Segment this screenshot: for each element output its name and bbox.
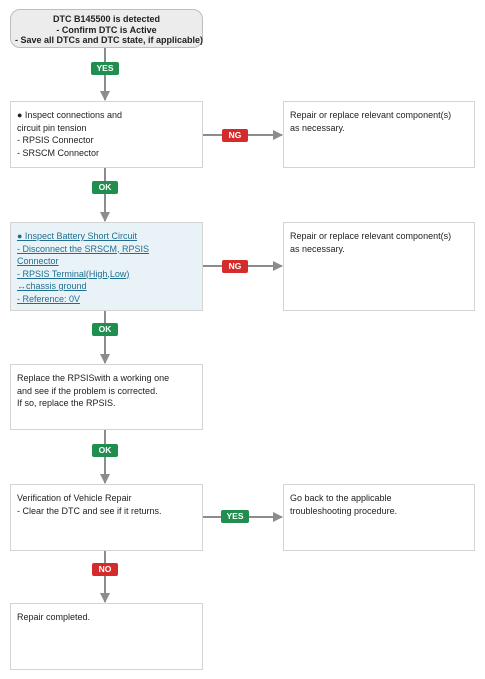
step2-link-1[interactable]: ● Inspect Battery Short Circuit — [17, 231, 137, 241]
step2-link-6[interactable]: - Reference: 0V — [17, 293, 81, 304]
step3-line-1: Replace the RPSISwith a working one — [17, 373, 170, 383]
step4-yes-box — [283, 484, 475, 551]
step4-box — [10, 484, 203, 551]
step4-line-1: Verification of Vehicle Repair — [17, 493, 132, 503]
step4-yes-line-1: Go back to the applicable — [290, 493, 392, 503]
ok-badge-3: OK — [92, 444, 118, 457]
step2-link-2[interactable]: - Disconnect the SRSCM, RPSIS — [17, 243, 150, 254]
start-line-confirm: - Confirm DTC is Active — [56, 24, 157, 35]
step1-ng-box — [283, 101, 475, 168]
yes-badge-1: YES — [91, 62, 119, 75]
ng-badge-2: NG — [222, 260, 248, 273]
step1-line-4: - SRSCM Connector — [17, 147, 100, 158]
ok-badge-2: OK — [92, 323, 118, 336]
end-box — [10, 603, 203, 670]
start-box — [10, 9, 203, 48]
end-line-1: Repair completed. — [17, 612, 91, 622]
step3-line-3: If so, replace the RPSIS. — [17, 398, 116, 408]
step2-link-4[interactable]: - RPSIS Terminal(High,Low) — [17, 268, 130, 279]
step2-ng-line-2: as necessary. — [290, 243, 345, 254]
step1-ng-line-1: Repair or replace relevant component(s) — [290, 110, 452, 120]
step1-line-3: - RPSIS Connector — [17, 135, 94, 145]
start-line-save: - Save all DTCs and DTC state, if applicable) — [15, 35, 204, 45]
step2-link-5[interactable]: ↔chassis ground — [17, 281, 87, 291]
step1-line-2: circuit pin tension — [17, 122, 87, 133]
step1-ng-line-2: as necessary. — [290, 122, 345, 133]
no-badge-1: NO — [92, 563, 118, 576]
step2-box — [10, 222, 203, 311]
step1-line-1: ● Inspect connections and — [17, 110, 123, 120]
ng-badge-1: NG — [222, 129, 248, 142]
step4-line-2: - Clear the DTC and see if it returns. — [17, 505, 162, 516]
step2-ng-line-1: Repair or replace relevant component(s) — [290, 231, 452, 241]
step1-box — [10, 101, 203, 168]
step4-yes-line-2: troubleshooting procedure. — [290, 505, 398, 516]
ok-badge-1: OK — [92, 181, 118, 194]
step2-link-3[interactable]: Connector — [17, 256, 59, 266]
yes-badge-2: YES — [221, 510, 249, 523]
step3-line-2: and see if the problem is corrected. — [17, 385, 158, 396]
step2-ng-box — [283, 222, 475, 311]
start-title: DTC B145500 is detected — [52, 14, 161, 24]
step3-box — [10, 364, 203, 430]
